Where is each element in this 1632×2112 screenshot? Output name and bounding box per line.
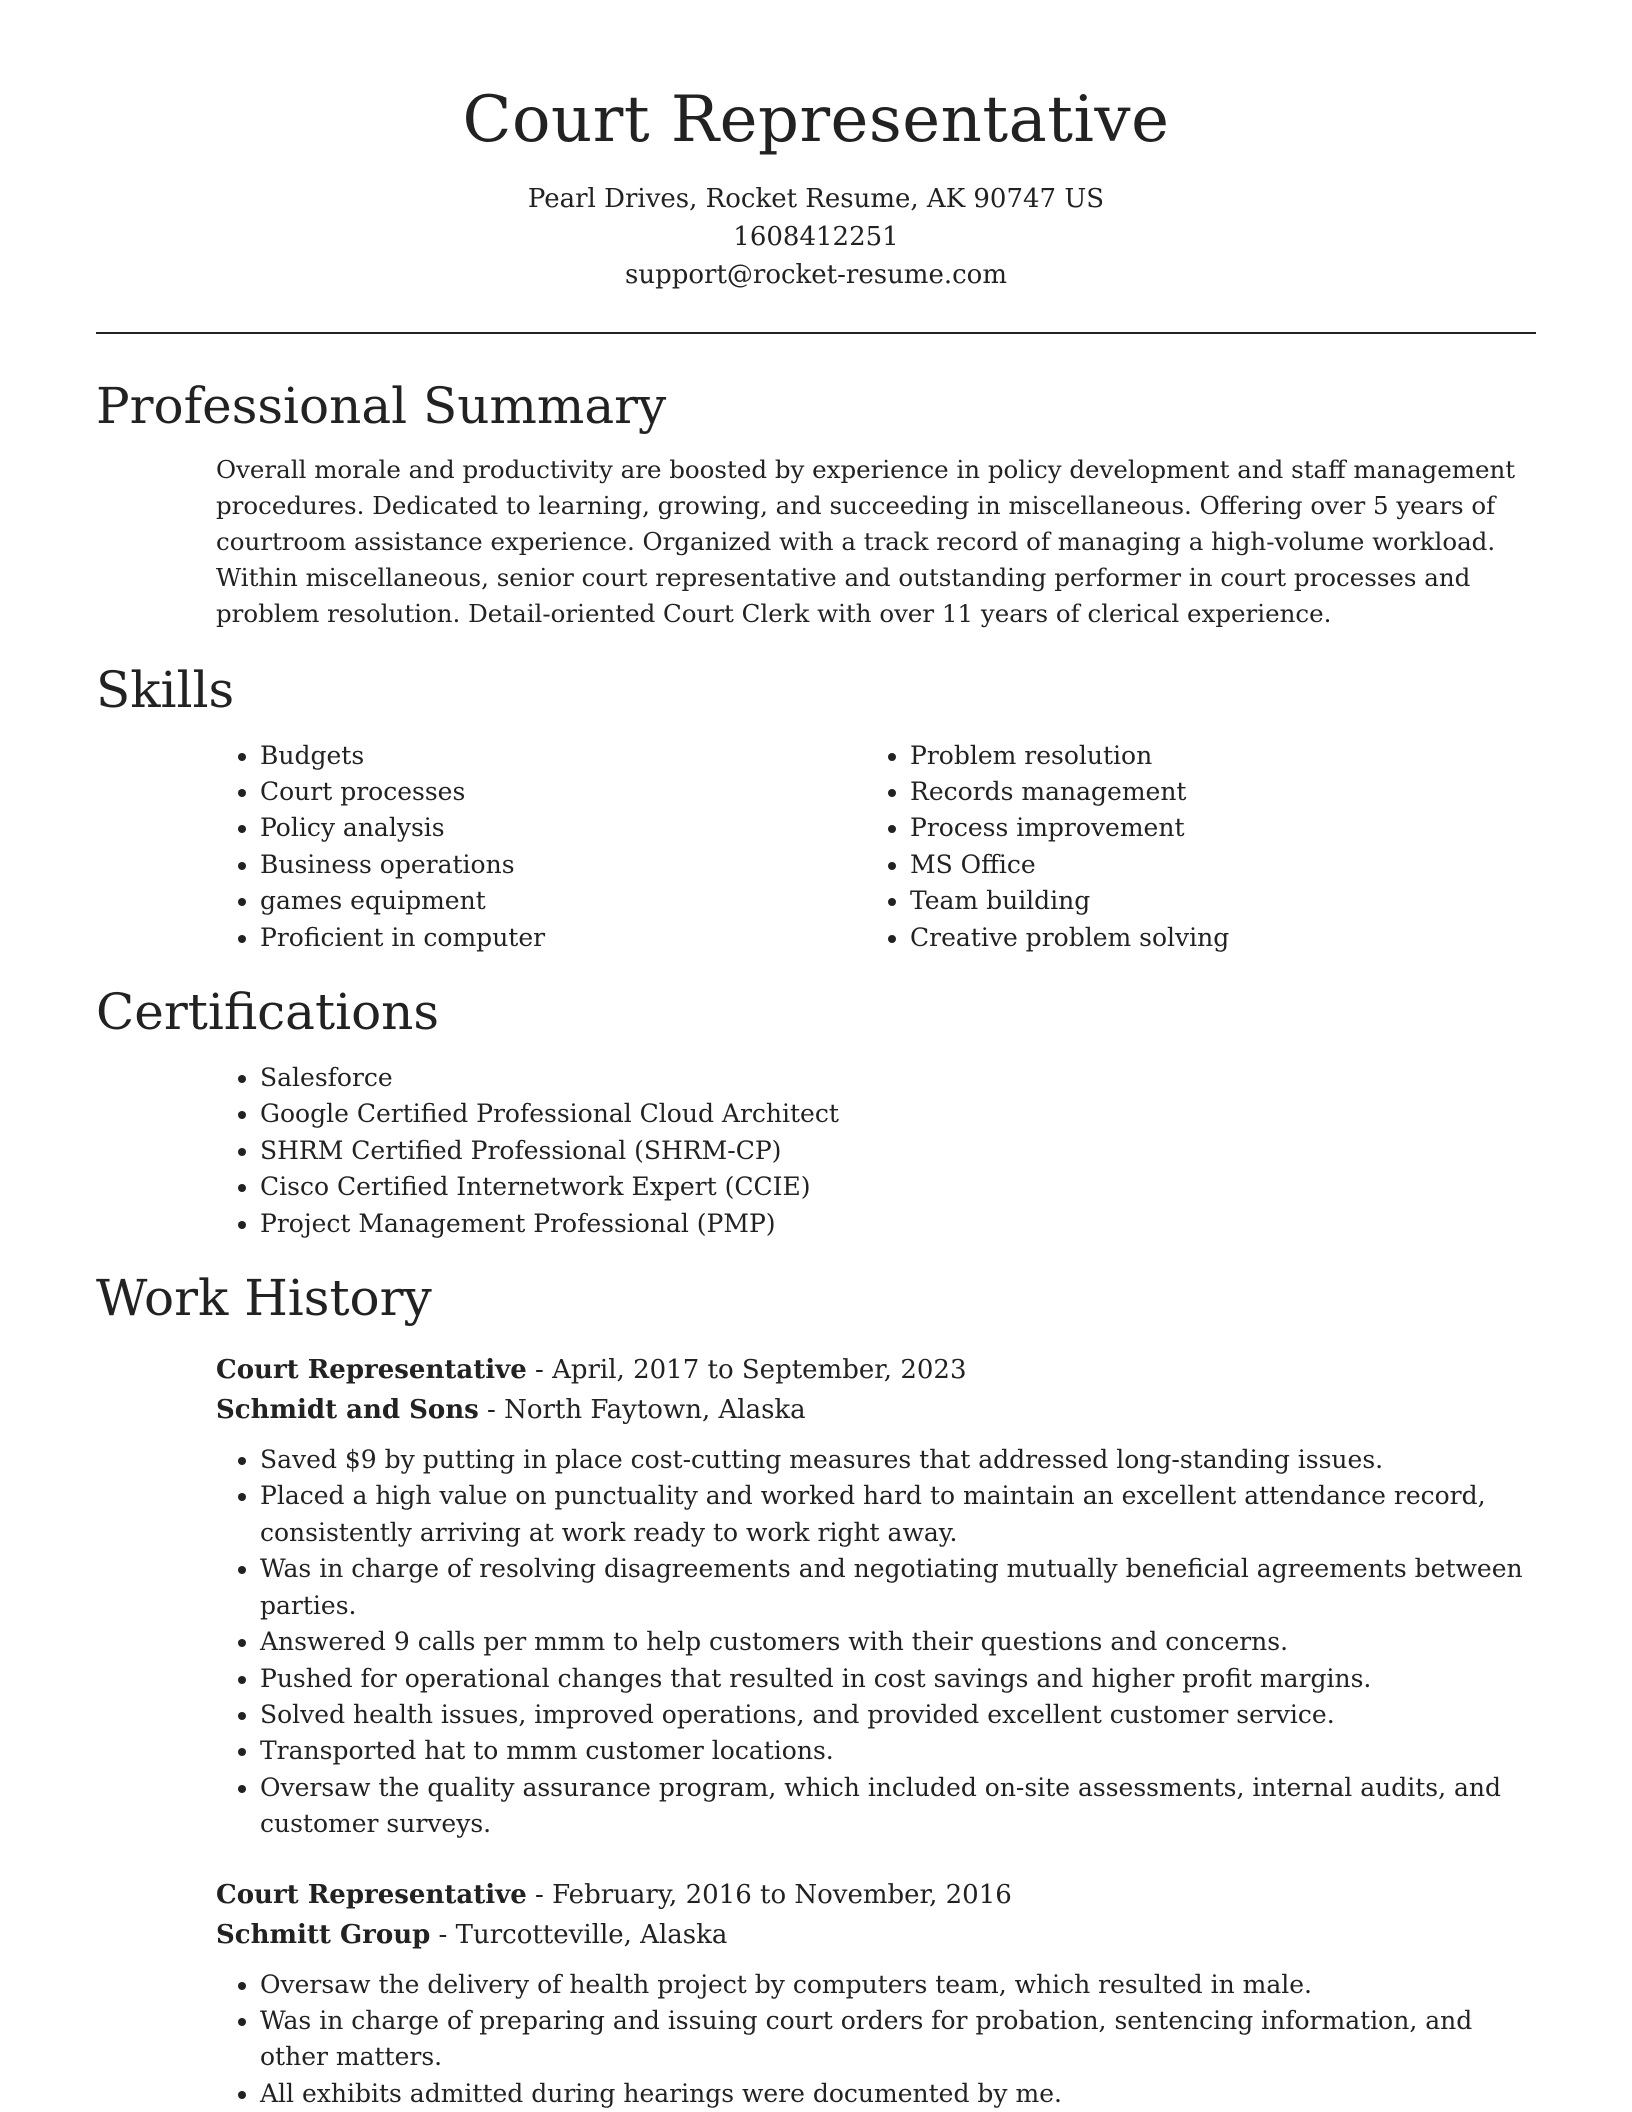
certifications-heading: Certifications bbox=[96, 983, 440, 1042]
job-bullet: • Solved health issues, improved operations, and provided excellent customer service. bbox=[260, 1697, 1536, 1733]
job-location: - Turcotteville, Alaska bbox=[430, 1919, 728, 1950]
job-dates: - February, 2016 to November, 2016 bbox=[526, 1879, 1012, 1910]
job-company: Schmidt and Sons bbox=[216, 1395, 479, 1426]
certification-item: • Project Management Professional (PMP) bbox=[260, 1206, 1536, 1242]
skills-list-left bbox=[216, 738, 866, 956]
job-company-line bbox=[216, 1390, 1536, 1430]
job-bullet: • Placed a high value on punctuality and worked hard to maintain an excellent attendance record, consistently arriving at work ready to work right away. bbox=[260, 1478, 1536, 1551]
resume-header bbox=[96, 0, 1536, 294]
job-bullets bbox=[216, 1967, 1536, 2112]
skills-column-right bbox=[866, 738, 1516, 956]
job-bullet: • Was in charge of preparing and issuing court orders for probation, sentencing information, and other matters. bbox=[260, 2003, 1536, 2076]
job-dates: - April, 2017 to September, 2023 bbox=[526, 1355, 967, 1386]
job-role: Court Representative bbox=[216, 1879, 527, 1910]
skills-heading: Skills bbox=[96, 660, 235, 719]
email: support@rocket-resume.com bbox=[624, 259, 1007, 290]
skill-item: • Court processes bbox=[260, 774, 866, 810]
skill-item: • Team building bbox=[910, 883, 1516, 919]
job-entry bbox=[216, 1350, 1536, 1842]
job-entry bbox=[216, 1875, 1536, 2112]
skills-list-right bbox=[866, 738, 1516, 956]
skill-item: • Policy analysis bbox=[260, 810, 866, 846]
certification-item: • Cisco Certified Internetwork Expert (CCIE) bbox=[260, 1169, 1536, 1205]
certifications-block bbox=[216, 1060, 1536, 1242]
header-divider bbox=[96, 332, 1536, 334]
certifications-list bbox=[216, 1060, 1536, 1242]
skill-item: • Creative problem solving bbox=[910, 920, 1516, 956]
certification-item: • Google Certified Professional Cloud Architect bbox=[260, 1096, 1536, 1132]
skill-item: • Records management bbox=[910, 774, 1516, 810]
job-bullet: • Was in charge of resolving disagreements and negotiating mutually beneficial agreements between parties. bbox=[260, 1551, 1536, 1624]
summary-text: Overall morale and productivity are boosted by experience in policy development and staff management procedures. Dedicated to learning, growing, and succeeding in miscellaneous. Offering over 5 years of courtroom assistance experience. Organized with a track record of managing a high-volume workload. Within miscellaneous, senior court representative and outstanding performer in court processes and problem resolution. Detail-oriented Court Clerk with over 11 years of clerical experience. bbox=[216, 454, 1516, 628]
certification-item: • Salesforce bbox=[260, 1060, 1536, 1096]
job-role: Court Representative bbox=[216, 1355, 527, 1386]
skill-item: • games equipment bbox=[260, 883, 866, 919]
job-title-line bbox=[216, 1350, 1536, 1390]
job-bullet: • All exhibits admitted during hearings were documented by me. bbox=[260, 2076, 1536, 2112]
job-bullet: • Saved $9 by putting in place cost-cutting measures that addressed long-standing issues. bbox=[260, 1442, 1536, 1478]
job-bullet: • Pushed for operational changes that resulted in cost savings and higher profit margins. bbox=[260, 1661, 1536, 1697]
job-location: - North Faytown, Alaska bbox=[478, 1395, 806, 1426]
job-bullet: • Oversaw the quality assurance program, which included on-site assessments, internal audits, and customer surveys. bbox=[260, 1770, 1536, 1843]
skill-item: • Proficient in computer bbox=[260, 920, 866, 956]
skill-item: • Problem resolution bbox=[910, 738, 1516, 774]
job-company: Schmitt Group bbox=[216, 1919, 431, 1950]
job-bullet: • Oversaw the delivery of health project by computers team, which resulted in male. bbox=[260, 1967, 1536, 2003]
certification-item: • SHRM Certified Professional (SHRM-CP) bbox=[260, 1133, 1536, 1169]
job-title-line bbox=[216, 1875, 1536, 1915]
job-company-line bbox=[216, 1915, 1536, 1955]
job-bullet: • Transported hat to mmm customer locations. bbox=[260, 1733, 1536, 1769]
skills-columns bbox=[216, 738, 1536, 956]
job-bullets bbox=[216, 1442, 1536, 1842]
candidate-name: Court Representative bbox=[462, 83, 1170, 157]
skill-item: • Business operations bbox=[260, 847, 866, 883]
job-bullet: • Answered 9 calls per mmm to help customers with their questions and concerns. bbox=[260, 1624, 1536, 1660]
skill-item: • MS Office bbox=[910, 847, 1516, 883]
address: Pearl Drives, Rocket Resume, AK 90747 US bbox=[527, 183, 1105, 214]
summary-heading: Professional Summary bbox=[96, 376, 667, 435]
skills-column-left bbox=[216, 738, 866, 956]
contact-block bbox=[96, 180, 1536, 294]
skill-item: • Budgets bbox=[260, 738, 866, 774]
phone: 1608412251 bbox=[733, 221, 899, 252]
work-history-heading: Work History bbox=[96, 1269, 432, 1328]
skill-item: • Process improvement bbox=[910, 810, 1516, 846]
